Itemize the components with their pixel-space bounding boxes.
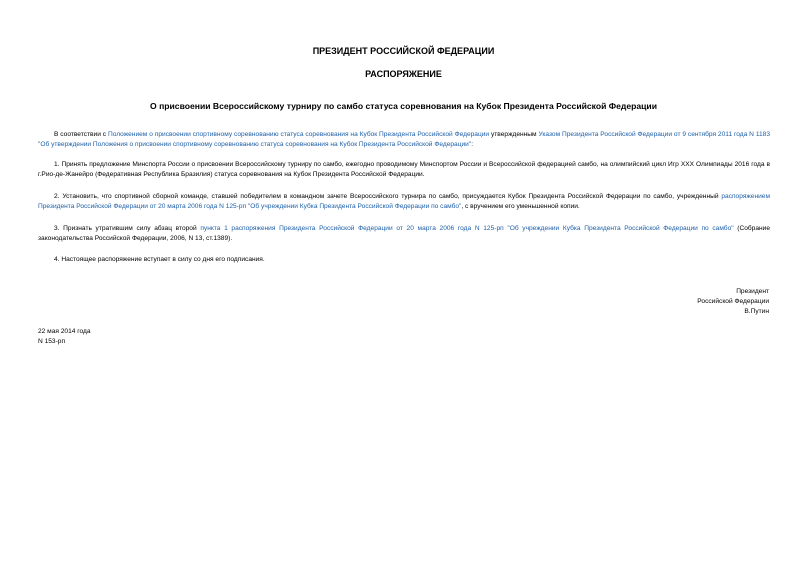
signature-title: Президент: [736, 288, 769, 295]
document-number: N 153-рп: [38, 338, 66, 345]
issuing-authority: ПРЕЗИДЕНТ РОССИЙСКОЙ ФЕДЕРАЦИИ: [312, 46, 495, 56]
regulation-link[interactable]: Положением о присвоении спортивному соревнованию статуса соревнования на Кубок Президента Российской Федерации: [107, 131, 490, 138]
clause-2-paragraph: [38, 192, 770, 212]
clause-3-text: (Собрание законодательства Российской Федерации, 2006, N 13, ст.1389).: [38, 225, 771, 242]
document-title: О присвоении Всероссийскому турниру по самбо статуса соревнования на Кубок Президента Российской Федерации: [150, 101, 657, 111]
document-meta: [38, 327, 91, 347]
signature-block: [697, 287, 769, 317]
document-type: РАСПОРЯЖЕНИЕ: [365, 69, 442, 79]
signature-name: В.Путин: [744, 308, 769, 315]
clause-4-paragraph: 4. Настоящее распоряжение вступает в силу со дня его подписания.: [54, 256, 265, 263]
preamble-text: утвержденным: [489, 131, 539, 138]
decree-link[interactable]: Указом Президента Российской Федерации от 9 сентября 2011 года N 1183 "Об утверждении Положения о присвоении спортивному соревнованию статуса соревнования на Кубок Президента Российской Федерации": [38, 131, 771, 148]
clause-1-paragraph: 1. Принять предложение Минспорта России о присвоении Всероссийскому турниру по самбо, ежегодно проводимому Минспортом России и Всероссийской федерацией самбо, на олимпийский цикл Игр XXX Олимпиады 2016 года в г.Рио-де-Жанейро (Федеративная Республика Бразилия) статуса соревнования на Кубок Президента Российской Федерации.: [38, 161, 770, 178]
preamble-text: :: [471, 141, 474, 148]
signature-country: Российской Федерации: [697, 298, 769, 305]
clause-2-text: 2. Установить, что спортивной сборной команде, ставшей победителем в командном зачете Всероссийского турнира по самбо, присуждается Кубок Президента Российской Федерации по самбо, учрежденный: [54, 193, 722, 200]
preamble-text: В соответствии с: [54, 131, 108, 138]
order-125-point-link[interactable]: пункта 1 распоряжения Президента Российской Федерации от 20 марта 2006 года N 125-рп "Об учреждении Кубка Президента Российской Федерации по самбо": [200, 225, 734, 232]
clause-3-paragraph: [38, 224, 770, 244]
document-date: 22 мая 2014 года: [38, 328, 91, 335]
order-125-link[interactable]: распоряжением Президента Российской Федерации от 20 марта 2006 года N 125-рп "Об учреждении Кубка Президента Российской Федерации по самбо": [38, 193, 770, 210]
clause-3-text: 3. Признать утратившим силу абзац второй: [54, 225, 201, 232]
preamble-paragraph: [38, 130, 770, 150]
clause-2-text: , с вручением его уменьшенной копии.: [461, 203, 580, 210]
